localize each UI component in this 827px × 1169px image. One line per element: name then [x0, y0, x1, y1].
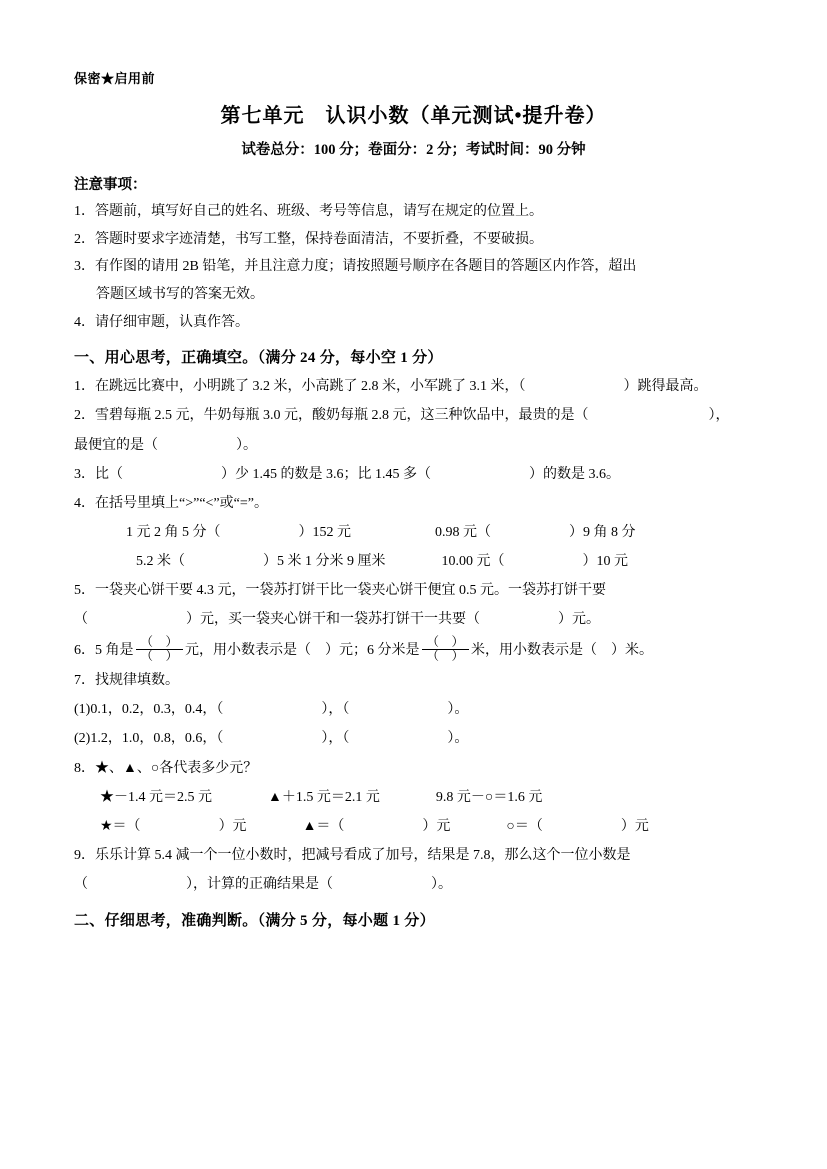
question-5: [74, 579, 753, 603]
question-9: [74, 844, 753, 868]
question-6: [74, 637, 753, 664]
question-8-equations: [74, 786, 753, 810]
q4-r2-text-c: 10.00 元（: [441, 553, 505, 569]
q4-r2-text-b: ）5 米 1 分米 9 厘米: [263, 553, 386, 569]
section-heading-fill-blanks: 一、用心思考，正确填空。（满分 24 分，每小空 1 分）: [74, 350, 443, 367]
q6-text-c: 米，用小数表示是（ ）米。: [471, 642, 654, 658]
q8-ans3-label: ○＝（: [506, 818, 543, 834]
q1-text-a: 1．在跳远比赛中，小明跳了 3.2 米，小高跳了 2.8 米，小军跳了 3.1 米，（: [74, 379, 526, 395]
notice-heading: 注意事项：: [74, 177, 147, 193]
q4-r1-text-b: ）152 元: [298, 524, 351, 540]
question-7-line-2: [74, 727, 753, 751]
notice-item: 2．答题时要求字迹清楚，书写工整，保持卷面清洁，不要折叠，不要破损。: [74, 231, 543, 247]
q6-text-b: 元，用小数表示是（ ）元；6 分米是: [185, 642, 420, 658]
q8-ans3-unit: ）元: [620, 818, 649, 834]
q7-l2-text-b: ），（: [321, 731, 350, 747]
q6-text-a: 6．5 角是: [74, 642, 134, 658]
question-4-row-2: [74, 550, 753, 574]
q6-frac2-numerator[interactable]: （ ）: [422, 636, 470, 650]
q8-lead: 8．★、▲、○各代表多少元？: [74, 760, 258, 776]
question-8-answers: [74, 815, 753, 839]
question-8: [74, 757, 753, 781]
q6-frac1-denominator[interactable]: （ ）: [140, 649, 179, 664]
q5-text-a: 5．一袋夹心饼干要 4.3 元，一袋苏打饼干比一袋夹心饼干便宜 0.5 元。一袋苏打饼干要: [74, 582, 606, 598]
q8-ans2-unit: ）元: [422, 818, 451, 834]
q5-text-b: （: [74, 611, 88, 627]
q4-r1-text-c: 0.98 元（: [435, 524, 491, 540]
q8-equation-1: ★－1.4 元＝2.5 元: [100, 789, 212, 805]
q3-text-a: 3．比（: [74, 466, 123, 482]
q2-text-a: 2．雪碧每瓶 2.5 元，牛奶每瓶 3.0 元，酸奶每瓶 2.8 元，这三种饮品中，最贵的是（: [74, 408, 589, 424]
page-title: 第七单元 认识小数（单元测试•提升卷）: [220, 105, 607, 127]
q2-text-b: ），: [708, 408, 730, 424]
q6-frac2-denominator[interactable]: （ ）: [426, 649, 465, 664]
q7-l2-text-a: (2)1.2，1.0，0.8，0.6，（: [74, 731, 224, 747]
question-9-cont: [74, 873, 753, 897]
notice-item: 答题区域书写的答案无效。: [96, 287, 264, 303]
q5-text-d: ）元。: [558, 611, 600, 627]
q9-text-a: 9．乐乐计算 5.4 减一个一位小数时，把减号看成了加号，结果是 7.8，那么这个一位小数是: [74, 847, 631, 863]
question-4: [74, 492, 753, 516]
q7-l2-text-c: ）。: [447, 731, 469, 747]
section-heading-true-false: 二、仔细思考，准确判断。（满分 5 分，每小题 1 分）: [74, 912, 435, 929]
q8-ans2-label: ▲＝（: [302, 818, 345, 834]
q4-lead: 4．在括号里填上“>”“<”或“=”。: [74, 495, 268, 511]
q6-fraction-1: [136, 636, 184, 663]
question-7: [74, 669, 753, 693]
question-1: [74, 375, 753, 399]
q4-r2-text-a: 5.2 米（: [136, 553, 185, 569]
q8-ans1-unit: ）元: [218, 818, 247, 834]
notice-item: 3．有作图的请用 2B 铅笔，并且注意力度；请按照题号顺序在各题目的答题区内作答，超出: [74, 259, 637, 275]
q7-l1-text-c: ）。: [447, 702, 469, 718]
secret-label: 保密★启用前: [74, 71, 156, 86]
q3-text-c: ）的数是 3.6。: [529, 466, 620, 482]
q4-r1-text-d: ）9 角 8 分: [569, 524, 636, 540]
q3-text-b: ）少 1.45 的数是 3.6；比 1.45 多（: [221, 466, 431, 482]
q1-text-b: ）跳得最高。: [623, 379, 708, 395]
exam-meta-line: 试卷总分：100 分；卷面分：2 分；考试时间：90 分钟: [241, 142, 586, 158]
q7-l1-text-a: (1)0.1，0.2，0.3，0.4，（: [74, 702, 224, 718]
q6-frac1-numerator[interactable]: （ ）: [136, 636, 184, 650]
q6-fraction-2: [422, 636, 470, 663]
question-4-row-1: [74, 521, 753, 545]
q4-r2-text-d: ）10 元: [582, 553, 628, 569]
question-2-cont: [74, 434, 753, 458]
q2-text-c: 最便宜的是（: [74, 437, 158, 453]
question-2: [74, 404, 753, 428]
notice-item: 4．请仔细审题，认真作答。: [74, 314, 249, 330]
q7-lead: 7．找规律填数。: [74, 673, 179, 689]
q5-text-c: ）元，买一袋夹心饼干和一袋苏打饼干一共要（: [186, 611, 480, 627]
q8-equation-2: ▲＋1.5 元＝2.1 元: [268, 789, 380, 805]
q9-text-b: （: [74, 876, 88, 892]
question-5-cont: [74, 608, 753, 632]
q7-l1-text-b: ），（: [321, 702, 350, 718]
q9-text-d: ）。: [431, 876, 452, 892]
notice-item: 1．答题前，填写好自己的姓名、班级、考号等信息，请写在规定的位置上。: [74, 204, 543, 219]
question-7-line-1: [74, 698, 753, 722]
q9-text-c: ），计算的正确结果是（: [186, 876, 333, 892]
q8-ans1-label: ★＝（: [100, 818, 141, 834]
q4-r1-text-a: 1 元 2 角 5 分（: [126, 524, 221, 540]
q2-text-d: ）。: [236, 437, 257, 453]
q8-equation-3: 9.8 元－○＝1.6 元: [435, 789, 543, 805]
question-3: [74, 463, 753, 487]
